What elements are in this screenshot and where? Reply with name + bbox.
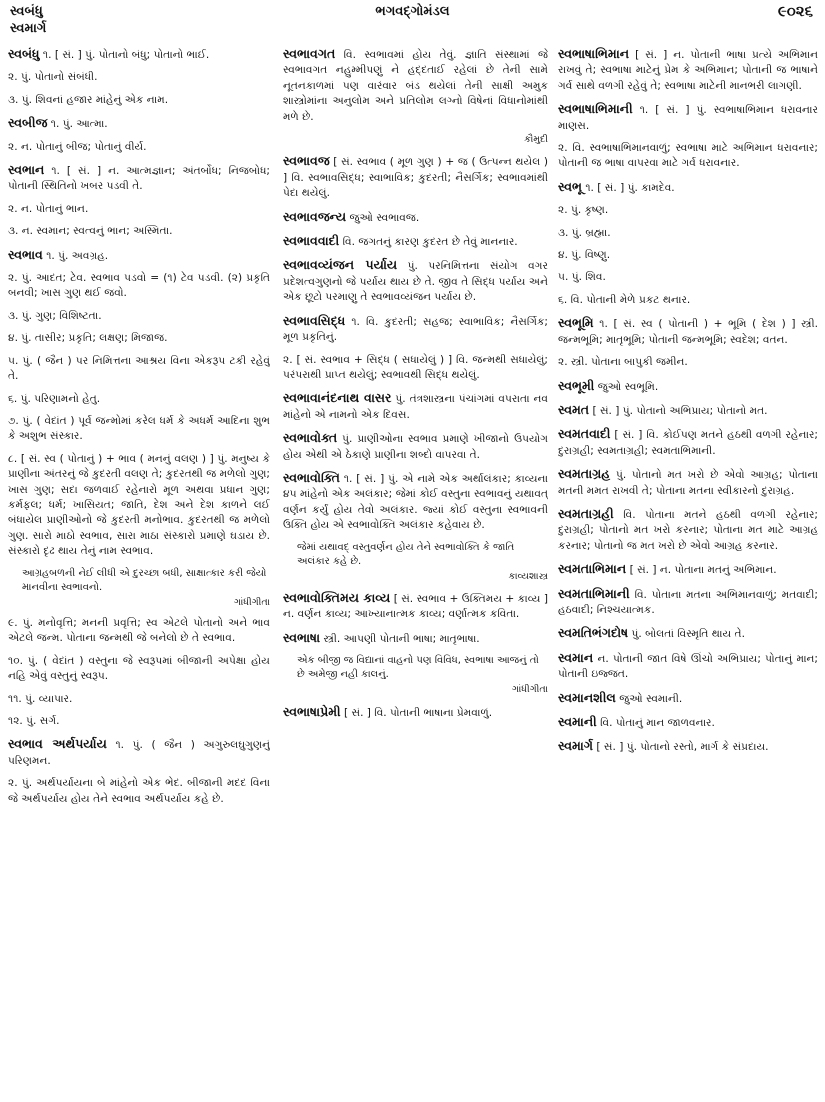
entry-definition: ૧. પું. અવગ્રહ.	[46, 249, 109, 262]
entry-headword: સ્વમતિભંગદોષ	[558, 625, 629, 641]
column-3	[558, 46, 818, 1096]
dictionary-entry	[283, 654, 548, 682]
entry-definition: ૧. [ સં. ] પું. કામદેવ.	[585, 181, 675, 194]
entry-definition: ૮. [ સં. સ્વ ( પોતાનું ) + ભાવ ( મનનું વલણ ) ] પું. મનુષ્ય કે પ્રાણીના અંતરનું જે કુદરતી વલણ તે; કુદરતથી જ મળેલો ગુણ; ખાસ ગુણ; સદા જળવાઈ રહેનારો મૂળ અથવા પ્રધાન ગુણ; કર્મફલ; ધર્મ; ખાસિયત; જાતિ, દેશ અને દેશ કાળને લઈ બંધાયેલ પ્રાણીઓનો જે કુદરતી મનોભાવ. કુદરતથી જ મળેલો ગુણ. સારો માઠો સ્વભાવ, સારા માઠા સંસ્કારો પ્રમાણે ઘડાય છે. સંસ્કારો દૃઢ થાય તેનું નામ સ્વભાવ.	[8, 452, 270, 558]
dictionary-entry	[8, 162, 270, 195]
dictionary-entry	[283, 430, 548, 463]
dictionary-entry	[8, 452, 270, 560]
entry-headword: સ્વભાવજ	[283, 153, 330, 169]
entry-definition: ૨. પું. પોતાનો સંબંધી.	[8, 71, 98, 84]
entry-definition: ૧. વિ. કુદરતી; સહજ; સ્વાભાવિક; નૈસર્ગિક; મૂળ પ્રકૃતિનું.	[283, 315, 548, 344]
entry-definition: ૨. પું. અર્થપર્યાયના બે માંહેનો એક ભેદ. બીજાની મદદ વિના જે અર્થપર્યાય હોય તેને સ્વભાવ અર્થપર્યાય કહે છે.	[8, 777, 270, 805]
entry-definition: વિ. જગતનું કારણ કુદરત છે તેવું માનનાર.	[342, 236, 518, 249]
dictionary-entry	[558, 378, 818, 395]
dictionary-entry	[283, 353, 548, 384]
dictionary-entry	[558, 203, 818, 218]
guide-word-bottom: સ્વમાર્ગ	[10, 21, 47, 36]
entry-definition: ૪. પું. વિષ્ણુ.	[558, 249, 611, 262]
dictionary-entry	[558, 690, 818, 707]
entry-definition: ૩. પું. ગુણ; વિશિષ્ટતા.	[8, 309, 102, 322]
dictionary-entry	[283, 46, 548, 125]
dictionary-entry	[558, 270, 818, 285]
entry-definition: ૧. [ સં. ] પું. એ નામે એક અર્થાલંકાર; કાવ્યના ૪૫ માંહેનો એક અલંકાર; જેમાં કોઈ વસ્તુના સ્વભાવનું યથાવત્ વર્ણન કર્યું હોય તેવો અલંકાર. જ્યાં કોઈ વસ્તુના સ્વભાવની ઉક્તિ હોય એ સ્વભાવોક્તિ અલંકાર કહેવાય છે.	[283, 472, 548, 532]
entry-headword: સ્વમાર્ગ	[558, 738, 593, 754]
entry-headword: સ્વમત	[558, 401, 590, 417]
dictionary-entry	[558, 586, 818, 619]
entry-definition: [ સં. ] ન. પોતાની ભાષા પ્રત્યે અભિમાન રાખવું તે; સ્વભાષા માટેનું પ્રેમ કે અભિમાન; પોતાની જ ભાષાને ગર્વ સાથે વળગી રહેવું તે; સ્વભાષા માટેની માનભરી લાગણી.	[558, 49, 818, 92]
entry-definition: પું. પોતાનો મત ખરો છે એવો આગ્રહ; પોતાના મતની મમત રાખવી તે; પોતાના મતના સ્વીકારનો દુરાગ્રહ.	[558, 469, 818, 497]
entry-headword: સ્વમતાભિમાની	[558, 585, 630, 601]
entry-headword: સ્વમતવાદી	[558, 426, 611, 442]
dictionary-entry	[558, 506, 818, 554]
entry-definition: વિ. સ્વભાવમાં હોય તેવું. જ્ઞાતિ સંસ્થામાં જે સ્વભાવગત નહુમ્મીપણું ને હદ્દતાઈ રહેલાં છે તેની સામે નૂતનકાળમાં પણ વારંવાર બંડ થયેલાં તેની સાક્ષી અમુક શાસ્ત્રોમાંના અનુલોમ અને પ્રતિલોમ લગ્નો વિષેનાં વિધાનોમાંથી મળે છે.	[283, 49, 548, 123]
entry-headword: સ્વભાવવ્યંજન પર્યાય	[283, 257, 398, 273]
dictionary-entry	[8, 309, 270, 324]
entry-headword: સ્વમાની	[558, 714, 597, 729]
entry-definition: ૩. ન. સ્વમાન; સ્વત્વનું ભાન; અસ્મિતા.	[8, 225, 173, 238]
dictionary-entry	[8, 736, 270, 769]
entry-definition: ૨. વિ. સ્વભાષાભિમાનવાળું; સ્વભાષા માટે અભિમાન ધરાવનાર; પોતાની જ ભાષા વાપરવા માટે ગર્વ ધરાવનાર.	[558, 142, 818, 170]
entry-definition: પું. પ્રાણીઓના સ્વભાવ પ્રમાણે ખીજાનો ઉપયોગ હોય એથી એ ઠેકાણે પ્રાણીના શબ્દો વાપરવા તે.	[283, 433, 548, 461]
entry-headword: સ્વમતાગ્રહ	[558, 466, 611, 482]
quote-source: કાવ્યશાસ્ત્ર	[508, 570, 548, 582]
entry-headword: સ્વબીજ	[8, 115, 48, 131]
entry-headword: સ્વભાષાભિમાની	[558, 101, 633, 117]
dictionary-entry	[283, 704, 548, 721]
quote-source: ગાંધીગીતા	[234, 596, 270, 608]
entry-definition: ૨. ન. પોતાનું ભાન.	[8, 202, 89, 215]
dictionary-entry	[8, 776, 270, 807]
dictionary-entry	[558, 402, 818, 419]
dictionary-entry	[558, 293, 818, 308]
page-header	[0, 0, 825, 44]
entry-definition: ૬. વિ. પોતાની મેળે પ્રકટ થનાર.	[558, 293, 691, 306]
entry-definition: ૯. પું. મનોવૃત્તિ; મનની પ્રવૃત્તિ; સ્વ એટલે પોતાનો અને ભાવ એટલે જન્મ. પોતાના જન્મથી જે બનેલો છે તે સ્વભાવ.	[8, 616, 270, 645]
entry-definition: ૧. [ સં. ] પું. પોતાનો બંધુ; પોતાનો ભાઈ.	[42, 49, 210, 61]
dictionary-entry	[283, 590, 548, 623]
entry-definition: ૧. [ સં. ] ન. આત્મજ્ઞાન; અંતર્બોધ; નિજબોધ; પોતાની સ્થિતિનો ખબર પડવી તે.	[8, 165, 270, 193]
dictionary-entry	[8, 224, 270, 239]
dictionary-entry	[558, 226, 818, 241]
entry-quotation: એક બીજી જ વિદ્યાનાં વાહનો પણ વિવિધ, સ્વભાષા આજનું તો છે અમેજી નહી કાલનું.	[297, 655, 539, 681]
entry-definition: પું. તંત્રશાસ્ત્રના પંચાંગમાં વપરાતા નવ માંહેનો એ નામનો એક દિવસ.	[283, 393, 548, 421]
entry-definition: ૨. પું. આદત; ટેવ. સ્વભાવ પડવો = (૧) ટેવ પડવી. (૨) પ્રકૃતિ બનવી; ખાસ ગુણ થઈ જવો.	[8, 272, 270, 300]
entry-headword: સ્વભાવસિદ્ધ	[283, 312, 346, 328]
entry-definition: [ સં. ] પું. પોતાનો રસ્તો, માર્ગ કે સંપ્રદાય.	[596, 741, 769, 754]
entry-headword: સ્વભાષાભિમાન	[558, 46, 630, 61]
dictionary-entry	[283, 630, 548, 647]
dictionary-entry	[283, 233, 548, 250]
entry-definition: [ સં. ] પું. પોતાનો અભિપ્રાય; પોતાનો મત.	[592, 404, 768, 417]
entry-headword: સ્વભૂમી	[558, 377, 595, 393]
entry-headword: સ્વમતાભિમાન	[558, 561, 627, 577]
page-title: ભગવદ્ગોમંડલ	[375, 4, 450, 19]
dictionary-entry	[8, 331, 270, 346]
dictionary-entry	[558, 179, 818, 196]
entry-definition: [ સં. ] વિ. પોતાની ભાષાના પ્રેમવાળું.	[343, 706, 493, 719]
entry-definition: જુઓ સ્વભાવજ.	[349, 211, 420, 224]
column-1	[8, 46, 270, 1096]
entry-headword: સ્વભાવોક્ત	[283, 430, 338, 446]
dictionary-columns	[8, 46, 818, 1096]
entry-definition: જુઓ સ્વમાની.	[619, 692, 683, 705]
dictionary-entry	[8, 616, 270, 647]
dictionary-entry	[8, 202, 270, 217]
dictionary-entry	[8, 414, 270, 445]
entry-headword: સ્વભાન	[8, 162, 45, 178]
dictionary-entry	[8, 714, 270, 729]
dictionary-entry	[283, 541, 548, 569]
entry-definition: ૨. પું. કૃષ્ણ.	[558, 204, 609, 217]
quote-source: કૌમુદી	[524, 134, 548, 146]
entry-headword: સ્વભાવાનંદનાથ વાસર	[283, 390, 392, 406]
entry-definition: ૫. પું. શિવ.	[558, 271, 606, 284]
entry-definition: ૨. સ્ત્રી. પોતાના બાપુકી જમીન.	[558, 356, 688, 369]
entry-headword: સ્વભૂ	[558, 178, 582, 194]
dictionary-entry	[558, 426, 818, 459]
entry-definition: ૫. પું. ( જૈન ) પર નિમિત્તના આશ્રય વિના એકરૂપ ટકી રહેવું તે.	[8, 354, 270, 383]
entry-definition: ૨. ન. પોતાનું બીજ; પોતાનું વીર્ય.	[8, 140, 147, 153]
dictionary-entry	[283, 390, 548, 423]
dictionary-entry	[8, 70, 270, 85]
entry-headword: સ્વબંધુ	[8, 46, 40, 61]
entry-headword: સ્વમાનશીલ	[558, 689, 616, 705]
entry-definition: ૩. પું. શિવનાં હજાર માંહેનું એક નામ.	[8, 93, 169, 106]
dictionary-entry	[8, 271, 270, 302]
dictionary-entry	[558, 466, 818, 499]
entry-definition: ૧. પું. ( જૈન ) અગુરુલઘુગુણનું પરિણમન.	[8, 739, 270, 767]
entry-definition: ૧. પું. આત્મા.	[50, 118, 108, 131]
column-2	[283, 46, 548, 1096]
dictionary-entry	[8, 654, 270, 685]
entry-headword: સ્વભાવોક્તિમય કાવ્ય	[283, 589, 391, 605]
entry-headword: સ્વમતાગ્રહી	[558, 505, 614, 521]
entry-definition: વિ. પોતાનું માન જાળવનાર.	[600, 717, 715, 729]
entry-definition: ૩. પું. બ્રહ્મા.	[558, 226, 611, 239]
entry-definition: ૪. પું. તાસીર; પ્રકૃતિ; લક્ષણ; મિજાજ.	[8, 332, 168, 345]
entry-headword: સ્વભાવ અર્થપર્યાય	[8, 736, 107, 752]
dictionary-entry	[558, 315, 818, 348]
dictionary-entry	[558, 561, 818, 578]
dictionary-entry	[8, 93, 270, 108]
entry-definition: ૧૨. પું. સર્ગ.	[8, 715, 60, 727]
entry-headword: સ્વભાવવાદી	[283, 233, 340, 249]
entry-definition: ૧. [ સં. ] પું. સ્વભાષાભિમાન ધરાવનાર માણસ.	[558, 104, 818, 132]
entry-headword: સ્વભાવ	[8, 246, 43, 262]
dictionary-entry	[558, 355, 818, 370]
dictionary-entry	[283, 153, 548, 201]
dictionary-entry	[8, 392, 270, 407]
entry-quotation: આગ્રહબળની નેઈ લીધી એ દુરચ્છા બધી, સાક્ષાત્કાર કરી જેયો માનવીના સ્વભાવનો.	[22, 567, 267, 593]
entry-definition: વિ. પોતાના મતના અભિમાનવાળું; મતવાદી; હઠવાદી; નિશ્ચયાત્મક.	[558, 588, 818, 616]
entry-definition: ૬. પું. પરિણામનો હેતુ.	[8, 392, 101, 405]
dictionary-entry	[558, 714, 818, 731]
entry-definition: જુઓ સ્વભૂમિ.	[597, 380, 659, 393]
dictionary-entry	[558, 248, 818, 263]
entry-definition: ૨. [ સં. સ્વભાવ + સિદ્ધ ( સધાયેલું ) ] વિ. જન્મથી સધાયેલું; પરંપરાથી પ્રાપ્ત થયેલું; સ્વભાવથી સિદ્ધ થયેલું.	[283, 353, 548, 381]
dictionary-entry	[558, 738, 818, 755]
dictionary-entry	[558, 46, 818, 94]
entry-definition: [ સં. સ્વભાવ ( મૂળ ગુણ ) + જ ( ઉત્પન્ન થયેલ ) ] વિ. સ્વભાવસિદ્ધ; સ્વાભાવિક; કુદરતી; નૈસર્ગિક; સ્વભાવમાંથી પેદા થયેલું.	[283, 156, 548, 200]
dictionary-entry	[283, 470, 548, 534]
dictionary-entry	[558, 141, 818, 172]
entry-definition: ૧. [ સં. સ્વ ( પોતાની ) + ભૂમિ ( દેશ ) ] સ્ત્રી. જન્મભૂમિ; માતૃભૂમિ; પોતાની જન્મભૂમિ; સ્વદેશ; વતન.	[558, 318, 818, 346]
dictionary-entry	[8, 247, 270, 264]
dictionary-entry	[8, 692, 270, 707]
dictionary-entry	[558, 101, 818, 134]
entry-headword: સ્વભાવોક્તિ	[283, 469, 340, 485]
entry-definition: ૧૦. પું. ( વેદાંત ) વસ્તુના જે સ્વરૂપમાં બીજાની અપેક્ષા હોય નહિ એવું વસ્તુનું સ્વરૂપ.	[8, 654, 270, 683]
entry-definition: [ સં. ] વિ. કોઈપણ મતને હઠથી વળગી રહેનાર; દુરાગ્રહી; સ્વમતાગ્રહી; સ્વમતાભિમાની.	[558, 429, 818, 457]
dictionary-entry	[283, 257, 548, 305]
dictionary-entry	[558, 625, 818, 642]
entry-definition: ૧૧. પું. વ્યાપાર.	[8, 692, 73, 705]
entry-definition: [ સં. ] ન. પોતાના મતનું અભિમાન.	[629, 564, 777, 577]
entry-headword: સ્વભાવજન્ય	[283, 208, 347, 224]
entry-definition: પું. પરનિમિત્તના સંયોગ વગર પ્રદેશત્વગુણનો જે પર્યાય થાય છે તે. જીવ તે સિદ્ધ પર્યાય અને એક છૂટો પરમાણુ તે સ્વભાવવ્યંજન પર્યાય છે.	[283, 260, 548, 304]
entry-definition: [ સં. સ્વભાવ + ઉક્તિમય + કાવ્ય ] ન. વર્ણન કાવ્ય; આખ્યાનાત્મક કાવ્ય; વર્ણાત્મક કવિતા.	[283, 592, 548, 621]
entry-definition: સ્ત્રી. આપણી પોતાની ભાષા; માતૃભાષા.	[323, 632, 480, 645]
entry-headword: સ્વભાષા	[283, 629, 321, 645]
dictionary-entry	[8, 354, 270, 385]
dictionary-entry	[283, 313, 548, 346]
dictionary-entry	[558, 650, 818, 683]
entry-headword: સ્વભૂમિ	[558, 315, 594, 331]
entry-quotation: જેમાં યથાવદ્ વસ્તુવર્ણન હોય તેને સ્વભાવોક્તિ કે જાતિ અલંકાર કહે છે.	[297, 541, 515, 567]
entry-headword: સ્વમાન	[558, 649, 594, 665]
entry-definition: પું. બોલતાં વિસ્મૃતિ થાય તે.	[631, 628, 745, 641]
dictionary-entry	[8, 140, 270, 155]
guide-word-top: સ્વબંધુ	[10, 4, 43, 19]
page-number: ૯૦૨૬	[777, 2, 813, 20]
quote-source: ગાંધીગીતા	[512, 684, 548, 696]
dictionary-entry	[283, 209, 548, 226]
entry-definition: વિ. પોતાના મતને હઠથી વળગી રહેનાર; દુરાગ્રહી; પોતાનો મત ખરો કરનાર; પોતાના મત માટે આગ્રહ કરનાર; પોતાનો જ મત ખરો છે એવો આગ્રહ કરનાર.	[558, 508, 818, 552]
entry-headword: સ્વભાષાપ્રેમી	[283, 703, 341, 719]
dictionary-entry	[8, 115, 270, 132]
entry-definition: ન. પોતાની જાત વિષે ઊંચો અભિપ્રાય; પોતાનું માન; પોતાની ઇજ્જત.	[558, 652, 818, 681]
entry-headword: સ્વભાવગત	[283, 46, 336, 61]
dictionary-entry	[8, 567, 270, 595]
entry-definition: ૭. પું. ( વેદાંત ) પૂર્વ જન્મોમાં કરેલ ધર્મ કે અધર્મ આદિના શુભ કે અશુભ સંસ્કાર.	[8, 414, 270, 443]
dictionary-entry	[8, 46, 270, 63]
